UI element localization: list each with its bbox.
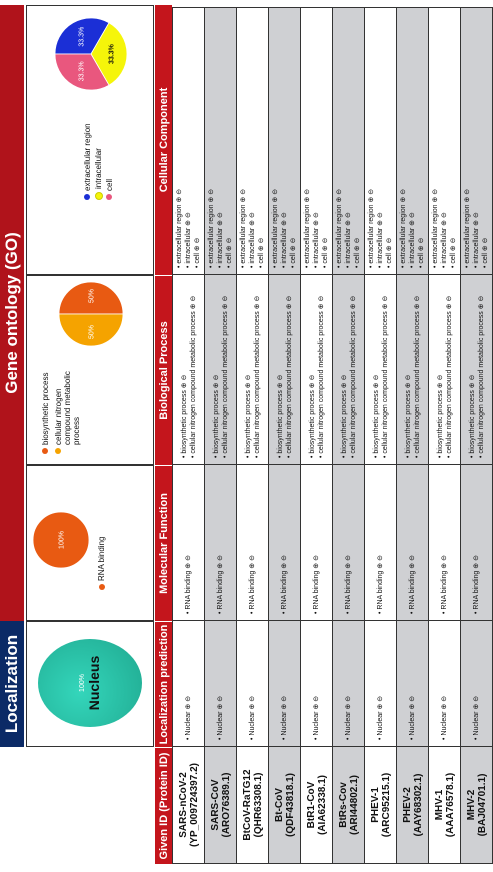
table-cell [397,8,429,275]
given-id: BtRs-Cov [337,782,349,828]
bp-legend-item: cellular nitrogen compound metabolic process [54,368,81,454]
pie-slice-label: 33.3% [78,61,86,82]
table-cell [301,8,333,275]
table-cell [429,747,461,864]
localization-value: • Nuclear ⊕ ⊖ [441,695,448,740]
protein-id: (AAY68302.1) [412,773,424,837]
table-cell [429,465,461,621]
table-row [365,8,397,864]
given-id: Bt-CoV [273,788,285,822]
table-cell [205,275,237,465]
table-cell [461,465,493,621]
given-id: PHEV-1 [369,787,381,823]
nucleus-icon [38,639,142,727]
table-cell [173,8,205,275]
biological-process-value: • cellular nitrogen compound metabolic process ⊕ ⊖ [381,295,389,458]
biological-process-value: • cellular nitrogen compound metabolic process ⊕ ⊖ [349,295,357,458]
table-cell [269,621,301,747]
given-id: BtR1-CoV [305,781,317,829]
table-cell [269,8,301,275]
protein-id: (AAA76578.1) [444,772,456,838]
table-cell [397,275,429,465]
molecular-function-summary-cell [26,465,154,621]
table-row [333,8,365,864]
cellular-component-value: • cell ⊕ ⊖ [482,237,489,268]
cellular-component-value: • intracellular ⊕ ⊖ [377,212,384,268]
table-row [397,8,429,864]
table-cell [397,747,429,864]
bp-legend-item: biosynthetic process [41,368,50,454]
molecular-function-value: • RNA binding ⊕ ⊖ [185,555,192,614]
table-cell [429,8,461,275]
given-id: BtCoV-RaTG12 [241,769,253,841]
biological-process-value: • biosynthetic process ⊕ ⊖ [404,374,412,458]
molecular-function-value: • RNA binding ⊕ ⊖ [281,555,288,614]
pie-slice-label: 50% [88,288,96,304]
header-localization: Localization prediction [155,621,172,747]
cellular-component-value: • extracellular region ⊕ ⊖ [208,188,215,268]
cellular-component-value: • cell ⊕ ⊖ [226,237,233,268]
table-cell [365,8,397,275]
cellular-component-value: • cell ⊕ ⊖ [322,237,329,268]
localization-banner: Localization [0,621,24,747]
table-cell [461,747,493,864]
protein-id: (ARI44802.1) [348,774,360,836]
localization-value: • Nuclear ⊕ ⊖ [217,695,224,740]
biological-process-value: • biosynthetic process ⊕ ⊖ [212,374,220,458]
table-cell [397,621,429,747]
cc-legend-item: intracellular [94,120,103,200]
biological-process-value: • cellular nitrogen compound metabolic process ⊕ ⊖ [285,295,293,458]
cc-legend-item: cell [105,120,114,200]
cellular-component-value: • cell ⊕ ⊖ [258,237,265,268]
table-cell [301,747,333,864]
table-cell [205,621,237,747]
pie-slice-label: 100% [58,531,66,549]
biological-process-value: • cellular nitrogen compound metabolic process ⊕ ⊖ [477,295,485,458]
cellular-component-value: • intracellular ⊕ ⊖ [409,212,416,268]
localization-value: • Nuclear ⊕ ⊖ [185,695,192,740]
pie-slice-label: 33.3% [108,44,116,64]
table-row [173,8,205,864]
table-cell [333,621,365,747]
cellular-component-value: • extracellular region ⊕ ⊖ [304,188,311,268]
protein-id: (ARC95215.1) [380,772,392,838]
cellular-component-value: • cell ⊕ ⊖ [354,237,361,268]
table-cell [461,621,493,747]
biological-process-value: • biosynthetic process ⊕ ⊖ [372,374,380,458]
header-cellular-component: Cellular Component [155,4,172,275]
protein-id: (QDF43818.1) [284,773,296,837]
table-cell [173,465,205,621]
protein-id: (BAJ04701.1) [476,773,488,837]
cellular-component-value: • extracellular region ⊕ ⊖ [464,188,471,268]
pie-slice-label: 50% [88,324,96,340]
header-molecular-function: Molecular Function [155,465,172,621]
localization-value: • Nuclear ⊕ ⊖ [473,695,480,740]
header-biological-process: Biological Process [155,275,172,465]
table-cell [301,621,333,747]
table-cell [205,8,237,275]
table-row [269,8,301,864]
table-cell [365,465,397,621]
cellular-component-value: • cell ⊕ ⊖ [418,237,425,268]
biological-process-value: • biosynthetic process ⊕ ⊖ [276,374,284,458]
cellular-component-value: • intracellular ⊕ ⊖ [313,212,320,268]
bp-pie-chart [27,274,155,464]
molecular-function-value: • RNA binding ⊕ ⊖ [345,555,352,614]
table-cell [365,621,397,747]
protein-id: (ARO76389.1) [220,772,232,838]
mf-legend-item: RNA binding [97,537,106,590]
table-cell [237,275,269,465]
localization-summary-cell [26,621,154,747]
table-cell [429,621,461,747]
table-row [301,8,333,864]
table-cell [237,621,269,747]
protein-id: (AIA62338.1) [316,774,328,836]
table-row [205,8,237,864]
table-cell [205,747,237,864]
table-cell [397,465,429,621]
table-cell [173,275,205,465]
table-cell [269,275,301,465]
table-cell [237,465,269,621]
localization-value: • Nuclear ⊕ ⊖ [377,695,384,740]
given-id: MHV-2 [465,789,477,821]
cc-legend-item: extracellular region [83,120,92,200]
cellular-component-value: • extracellular region ⊕ ⊖ [272,188,279,268]
localization-value: • Nuclear ⊕ ⊖ [345,695,352,740]
table-cell [173,621,205,747]
localization-value: • Nuclear ⊕ ⊖ [249,695,256,740]
cc-pie-chart [27,4,155,274]
biological-process-summary-cell [26,275,154,465]
biological-process-value: • biosynthetic process ⊕ ⊖ [468,374,476,458]
header-given-id: Given ID (Protein ID) [155,747,172,864]
molecular-function-value: • RNA binding ⊕ ⊖ [313,555,320,614]
cellular-component-value: • cell ⊕ ⊖ [386,237,393,268]
cellular-component-value: • intracellular ⊕ ⊖ [345,212,352,268]
table-cell [173,747,205,864]
given-id: MHV-1 [433,789,445,821]
biological-process-value: • biosynthetic process ⊕ ⊖ [180,374,188,458]
nucleus-label: Nucleus [85,655,102,711]
cellular-component-value: • intracellular ⊕ ⊖ [441,212,448,268]
cellular-component-value: • cell ⊕ ⊖ [290,237,297,268]
cellular-component-value: • extracellular region ⊕ ⊖ [400,188,407,268]
table-cell [301,275,333,465]
localization-value: • Nuclear ⊕ ⊖ [313,695,320,740]
molecular-function-value: • RNA binding ⊕ ⊖ [441,555,448,614]
cellular-component-value: • extracellular region ⊕ ⊖ [176,188,183,268]
localization-value: • Nuclear ⊕ ⊖ [409,695,416,740]
given-id: SARS-CoV [209,779,221,831]
table-cell [205,465,237,621]
mf-pie-chart [27,464,155,620]
cellular-component-value: • intracellular ⊕ ⊖ [281,212,288,268]
table-cell [461,275,493,465]
cellular-component-value: • extracellular region ⊕ ⊖ [240,188,247,268]
biological-process-value: • cellular nitrogen compound metabolic process ⊕ ⊖ [413,295,421,458]
cellular-component-value: • extracellular region ⊕ ⊖ [432,188,439,268]
molecular-function-value: • RNA binding ⊕ ⊖ [377,555,384,614]
cellular-component-value: • cell ⊕ ⊖ [194,237,201,268]
table-cell [333,747,365,864]
molecular-function-value: • RNA binding ⊕ ⊖ [409,555,416,614]
given-id: SARS-nCoV-2 [177,772,189,838]
cellular-component-summary-cell [26,5,154,275]
cellular-component-value: • intracellular ⊕ ⊖ [185,212,192,268]
biological-process-value: • cellular nitrogen compound metabolic process ⊕ ⊖ [445,295,453,458]
cellular-component-value: • intracellular ⊕ ⊖ [217,212,224,268]
cellular-component-value: • cell ⊕ ⊖ [450,237,457,268]
localization-value: • Nuclear ⊕ ⊖ [281,695,288,740]
biological-process-value: • biosynthetic process ⊕ ⊖ [340,374,348,458]
table-cell [333,275,365,465]
biological-process-value: • cellular nitrogen compound metabolic process ⊕ ⊖ [221,295,229,458]
molecular-function-value: • RNA binding ⊕ ⊖ [217,555,224,614]
table-cell [237,8,269,275]
biological-process-value: • biosynthetic process ⊕ ⊖ [244,374,252,458]
cellular-component-value: • extracellular region ⊕ ⊖ [368,188,375,268]
biological-process-value: • cellular nitrogen compound metabolic process ⊕ ⊖ [189,295,197,458]
protein-id: (YP_009724397.2) [188,763,200,847]
nucleus-percent: 100% [78,674,86,692]
molecular-function-value: • RNA binding ⊕ ⊖ [249,555,256,614]
table-cell [429,275,461,465]
table-cell [365,747,397,864]
table-cell [269,747,301,864]
table-cell [461,8,493,275]
biological-process-value: • cellular nitrogen compound metabolic process ⊕ ⊖ [317,295,325,458]
table-cell [269,465,301,621]
table-cell [237,747,269,864]
biological-process-value: • cellular nitrogen compound metabolic process ⊕ ⊖ [253,295,261,458]
table-row [237,8,269,864]
table-cell [365,275,397,465]
table-row [461,8,493,864]
table-row [429,8,461,864]
pie-slice-label: 33.3% [78,26,86,47]
given-id: PHEV-2 [401,787,413,823]
cellular-component-value: • intracellular ⊕ ⊖ [473,212,480,268]
protein-id: (QHR63308.1) [252,772,264,838]
cellular-component-value: • extracellular region ⊕ ⊖ [336,188,343,268]
table-cell [333,8,365,275]
annotation-table [172,7,493,864]
table-cell [301,465,333,621]
cellular-component-value: • intracellular ⊕ ⊖ [249,212,256,268]
biological-process-value: • biosynthetic process ⊕ ⊖ [308,374,316,458]
biological-process-value: • biosynthetic process ⊕ ⊖ [436,374,444,458]
gene-ontology-banner: Gene ontology (GO) [0,5,24,621]
molecular-function-value: • RNA binding ⊕ ⊖ [473,555,480,614]
table-cell [333,465,365,621]
